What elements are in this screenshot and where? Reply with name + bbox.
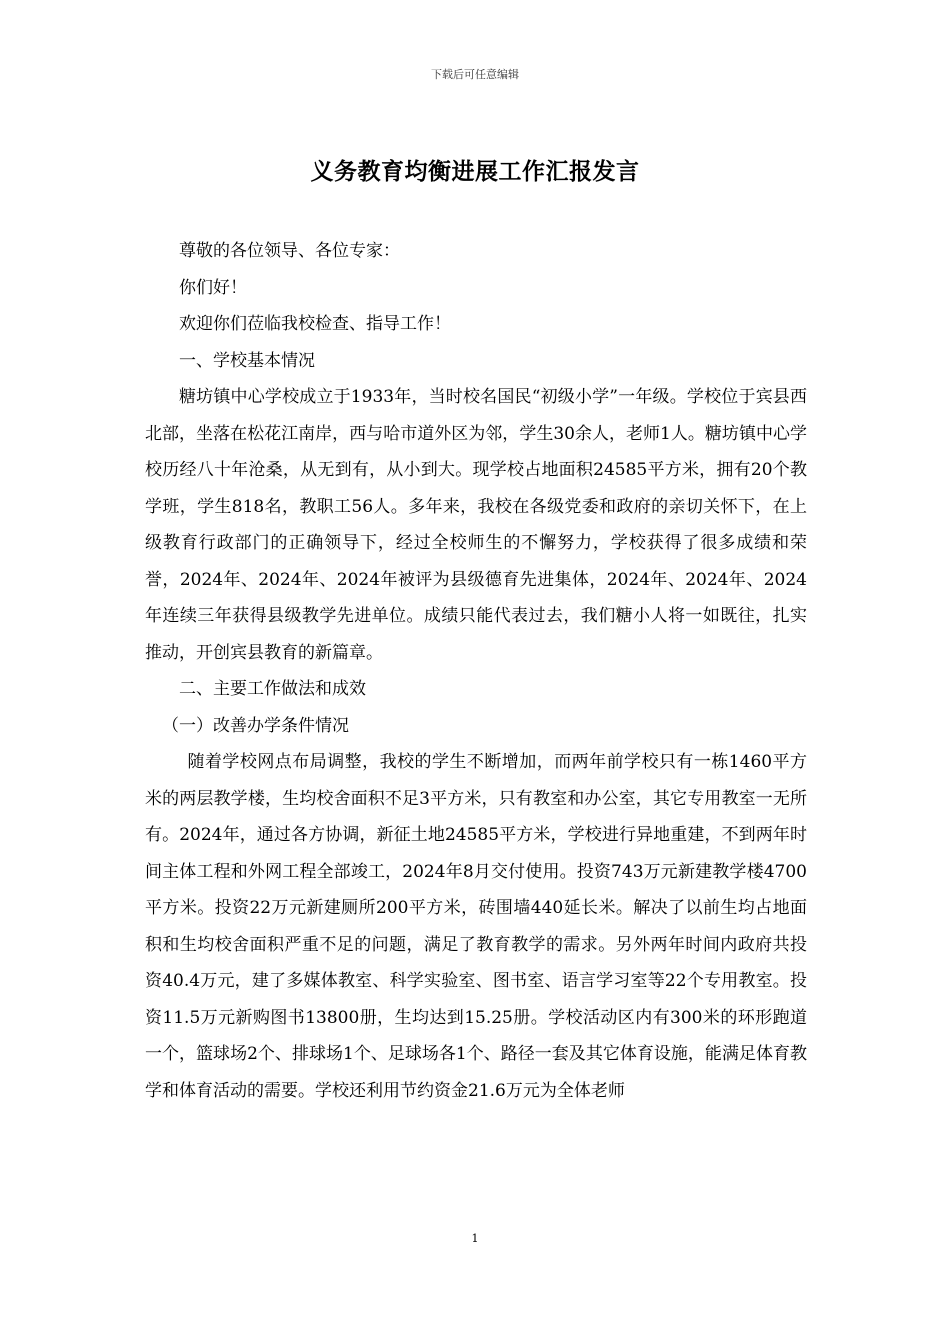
page-header-note: 下载后可任意编辑 [431,68,519,81]
salutation: 尊敬的各位领导、各位专家： [179,241,400,261]
welcome-line: 欢迎你们莅临我校检查、指导工作！ [179,314,451,334]
document-title: 义务教育均衡进展工作汇报发言 [310,158,640,185]
section-heading-1: 一、学校基本情况 [179,350,315,371]
body-paragraph: 糖坊镇中心学校成立于1933年，当时校名国民“初级小学”一年级。学校位于宾县西北部，坐落在松花江南岸，西与哈市道外区为邻，学生30余人，老师1人。糖坊镇中心学校历经八十年沧桑，从无到有，从小到大。现学校占地面积24585平方米，拥有20个教学班，学生818名，教职工56人。多年来，我校在各级党委和政府的亲切关怀下，在上级教育行政部门的正确领导下，经过全校师生的不懈努力，学校获得了很多成绩和荣誉，2024年、2024年、2024年被评为县级德育先进集体，2024年、2024年、2024年连续三年获得县级教学先进单位。成绩只能代表过去，我们糖小人将一如既往，扎实推动，开创宾县教育的新篇章。 [145,387,807,663]
document-body [145,233,807,1109]
section-heading-2: 二、主要工作做法和成效 [179,679,366,699]
greeting: 你们好！ [179,277,247,298]
page-number: 1 [471,1232,479,1245]
body-paragraph: 随着学校网点布局调整，我校的学生不断增加，而两年前学校只有一栋1460平方米的两层教学楼，生均校舍面积不足3平方米，只有教室和办公室，其它专用教室一无所有。2024年，通过各方协调，新征土地24585平方米，学校进行异地重建，不到两年时间主体工程和外网工程全部竣工，2024年8月交付使用。投资743万元新建教学楼4700平方米。投资22万元新建厕所200平方米，砖围墙440延长米。解决了以前生均占地面积和生均校舍面积严重不足的问题，满足了教育教学的需求。另外两年时间内政府共投资40.4万元，建了多媒体教室、科学实验室、图书室、语言学习室等22个专用教室。投资11.5万元新购图书13800册，生均达到15.25册。学校活动区内有300米的环形跑道一个，篮球场2个、排球场1个、足球场各1个、路径一套及其它体育设施，能满足体育教学和体育活动的需要。学校还利用节约资金21.6万元为全体老师 [145,752,807,1101]
subsection-heading-1: （一）改善办学条件情况 [162,715,349,736]
